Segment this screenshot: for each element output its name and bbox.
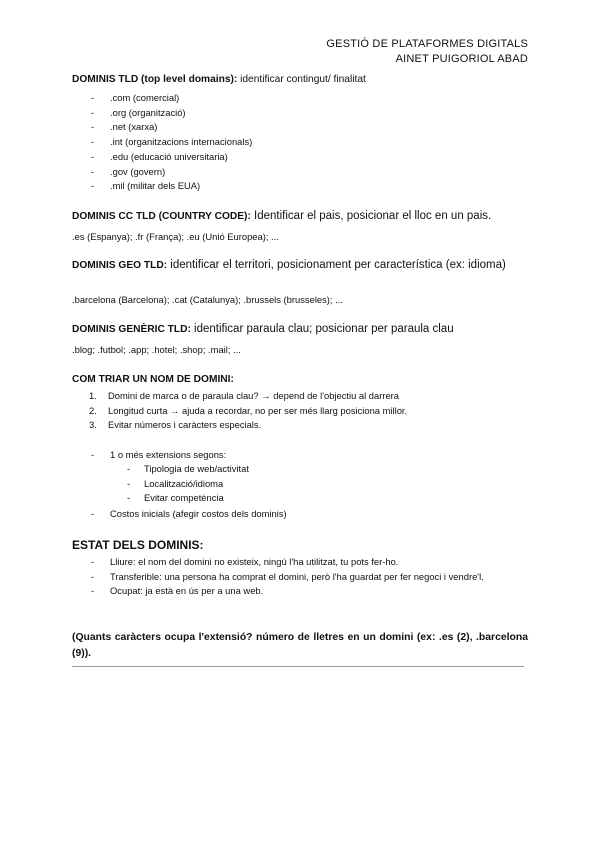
costs-list [72,507,528,522]
list-item: - .org (organització) [72,106,528,121]
tld-list [72,91,528,194]
choose-title: COM TRIAR UN NOM DE DOMINI: [72,374,234,385]
step-number: 2. [89,404,97,416]
estat-list [72,555,528,599]
cctld-examples: .es (Espanya); .fr (França); .eu (Unió Europea); ... [72,231,279,242]
step-text: Evitar números i caràcters especials. [108,419,262,431]
list-item: - .gov (govern) [72,165,528,180]
geotld-title: DOMINIS GEO TLD: [72,260,168,271]
cctld-heading [72,208,528,225]
list-item [72,404,528,419]
geotld-desc: identificar el territori, posicionament per característica (ex: idioma) [167,259,506,271]
list-item: - Transferible: una persona ha comprat el domini, però l'ha guardat per fer negoci i vendre'l. [72,570,528,585]
estat-title: ESTAT DELS DOMINIS: [72,538,204,552]
list-item: - .edu (educació universitaria) [72,150,528,165]
tld-title: DOMINIS TLD (top level domains): [72,74,238,85]
list-item: - .int (organitzacions internacionals) [72,135,528,150]
extensions-list [72,448,528,463]
geotld-examples: .barcelona (Barcelona); .cat (Catalunya); .brussels (brusseles); ... [72,294,343,305]
step-number: 1. [89,390,97,401]
header-course: GESTIÓ DE PLATAFORMES DIGITALS [326,38,528,50]
tld-desc: identificar contingut/ finalitat [237,74,366,85]
list-item: - .com (comercial) [72,91,528,106]
tld-heading [72,72,528,87]
list-item [72,418,528,433]
list-item: - Tipologia de web/activitat [72,462,528,477]
extensions-sublist [72,462,528,506]
cctld-title: DOMINIS CC TLD (COUNTRY CODE): [72,211,251,222]
list-item: - 1 o més extensions segons: [72,448,528,463]
horizontal-divider [72,666,524,667]
list-item: - Ocupat: ja està en ús per a una web. [72,584,528,599]
list-item: - Lliure: el nom del domini no existeix, ningú l'ha utilitzat, tu pots fer-ho. [72,555,528,570]
step-text: Longitud curta → ajuda a recordar, no per ser més llarg posiciona millor. [108,404,408,416]
list-item: - .net (xarxa) [72,120,528,135]
generic-heading [72,321,528,338]
generic-examples: .blog; .futbol; .app; .hotel; .shop; .mail; ... [72,344,241,355]
step-text: Domini de marca o de paraula clau? → depend de l'objectiu al darrera [108,390,400,401]
step-number: 3. [89,419,97,431]
list-item: - Costos inicials (afegir costos dels dominis) [72,507,528,522]
choose-heading [72,372,528,387]
header-author: AINET PUIGORIOL ABAD [395,53,528,65]
list-item [72,389,528,404]
extension-note: (Quants caràcters ocupa l'extensió? número de lletres en un domini (ex: .es (2), .barcelona (9)). [72,632,528,659]
list-item: - Evitar competència [72,491,528,506]
list-item: - Localització/idioma [72,477,528,492]
cctld-desc: Identificar el pais, posicionar el lloc en un pais. [250,210,492,222]
geotld-heading [72,257,528,274]
list-item: - .mil (militar dels EUA) [72,179,528,194]
generic-title: DOMINIS GENÈRIC TLD: [72,324,191,335]
choose-steps [72,389,528,433]
generic-desc: identificar paraula clau; posicionar per paraula clau [190,323,454,335]
